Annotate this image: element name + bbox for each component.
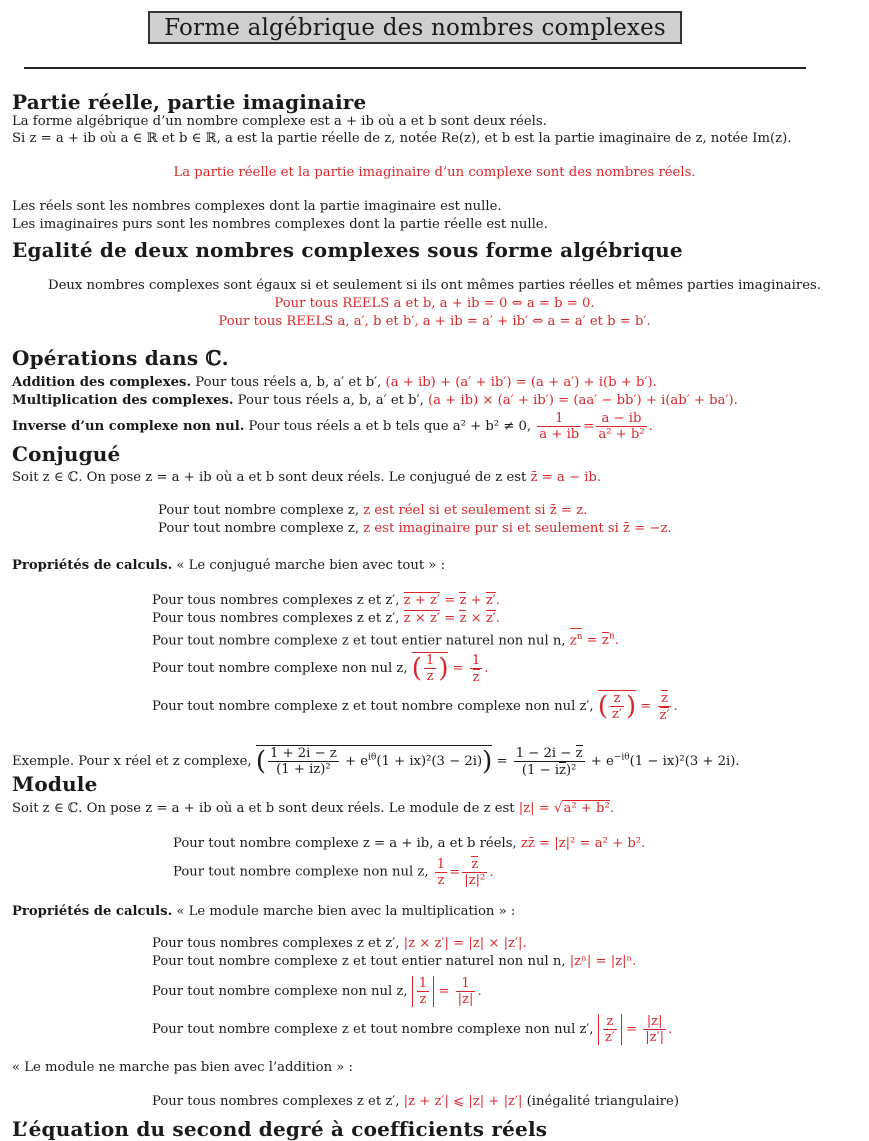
property-formula: |z + z′| ⩽ |z| + |z′|: [403, 1094, 523, 1109]
rule-formula: (a + ib) × (a′ + ib′) = (aa′ − bb′) + i(ab′ + ba′).: [427, 393, 738, 408]
rule-label: Multiplication des complexes.: [12, 393, 234, 408]
rule-label: Inverse d’un complexe non nul.: [12, 419, 245, 434]
example-line: [12, 745, 740, 778]
property-formula: ( $\frac{z}{z'}$ ) = $\frac{z}{z'}$ .: [597, 691, 678, 723]
property-line: [152, 936, 527, 952]
highlight-statement: La partie réelle et la partie imaginaire d’un complexe sont des nombres réels.: [173, 165, 696, 180]
property-text: Pour tous nombres complexes z et z′,: [152, 593, 404, 608]
property-formula: z est imaginaire pur si et seulement si z̄ = −z.: [363, 521, 672, 536]
title-rule: [24, 67, 806, 69]
property-formula: $\frac{z}{z'}$ = $\frac{|z|}{|z'|}$ .: [598, 1022, 672, 1037]
section-heading-module: Module: [12, 772, 98, 796]
properties-label: Propriétés de calculs.: [12, 558, 173, 573]
property-text: Pour tous nombres complexes z et z′,: [152, 1094, 404, 1109]
property-line: [152, 976, 482, 1007]
inverse-formula: $\frac{1}{a + ib}$ = $\frac{a - ib}{\text{a² + b²}}$ .: [539, 411, 653, 442]
text-line: Si z = a + ib où a ∈ ℝ et b ∈ ℝ, a est la partie réelle de z, notée Re(z), et b est la partie imaginaire de z, notée Im(z).: [12, 131, 792, 146]
property-line: [152, 652, 489, 685]
property-text: Pour tout nombre complexe z,: [158, 503, 364, 518]
multiplication-rule: [12, 393, 738, 409]
properties-intro: [12, 558, 445, 574]
text-line: La forme algébrique d’un nombre complexe est a + ib où a et b sont deux réels.: [12, 114, 547, 129]
property-text: Pour tout nombre complexe z et tout entier naturel non nul n,: [152, 954, 570, 969]
addition-rule: [12, 375, 657, 391]
rule-label: Addition des complexes.: [12, 375, 192, 390]
property-formula: |zⁿ| = |z|ⁿ.: [569, 954, 637, 969]
property-text: Pour tout nombre complexe z et tout nombre complexe non nul z′,: [152, 699, 594, 714]
section-heading-real-imag: Partie réelle, partie imaginaire: [12, 90, 367, 114]
section-heading-operations: Opérations dans ℂ.: [12, 346, 229, 370]
property-note: (inégalité triangulaire): [522, 1094, 679, 1109]
property-formula: z est réel si et seulement si z̄ = z.: [363, 503, 588, 518]
property-formula: z + z′ = z + z′.: [403, 593, 500, 608]
property-text: Pour tout nombre complexe z et tout nombre complexe non nul z′,: [152, 1022, 594, 1037]
property-text: Pour tous nombres complexes z et z′,: [152, 936, 404, 951]
conjugate-definition: [12, 470, 601, 486]
property-line: [152, 592, 500, 609]
property-text: Pour tout nombre complexe z,: [158, 521, 364, 536]
definition-formula: |z| = √a² + b².: [518, 801, 614, 816]
property-formula: $\frac{1}{z}$ = $\frac{1}{|z|}$ .: [412, 984, 482, 999]
properties-text: « Le module marche bien avec la multiplication » :: [172, 904, 516, 919]
property-text: Pour tout nombre complexe non nul z,: [152, 984, 408, 999]
text-line: Deux nombres complexes sont égaux si et seulement si ils ont mêmes parties réelles et mêmes parties imaginaires.: [48, 278, 821, 293]
module-definition: [12, 801, 614, 817]
property-line: [173, 836, 645, 852]
property-text: Pour tout nombre complexe z et tout entier naturel non nul n,: [152, 633, 570, 649]
text-line: Les réels sont les nombres complexes dont la partie imaginaire est nulle.: [12, 199, 502, 214]
property-line: [158, 521, 672, 537]
text-line: « Le module ne marche pas bien avec l’addition » :: [12, 1060, 353, 1075]
rule-formula: (a + ib) + (a′ + ib′) = (a + a′) + i(b + b′).: [385, 375, 657, 390]
property-text: Pour tout nombre complexe z = a + ib, a et b réels,: [173, 836, 521, 851]
example-formula: ( $\frac{1 + 2i - z}{\text{(1 + iz)²}}$ + $e^{i\theta}(1 + ix)^2(3 - 2i)$) = $\frac{1 - 2i - z}{\text{(1 − iz)²}}$ + $e^{-i\theta}(1 - ix)^2(3 + 2i)$.: [255, 746, 740, 778]
property-line: [152, 1014, 672, 1045]
example-text: Exemple. Pour x réel et z complexe,: [12, 754, 252, 769]
inverse-rule: [12, 411, 653, 442]
section-heading-conjugate: Conjugué: [12, 442, 121, 466]
property-line: [152, 954, 636, 970]
property-formula: |z × z′| = |z| × |z′|.: [403, 936, 527, 951]
definition-text: Soit z ∈ ℂ. On pose z = a + ib où a et b sont deux réels. Le conjugué de z est: [12, 470, 531, 485]
text-line: Les imaginaires purs sont les nombres complexes dont la partie réelle est nulle.: [12, 217, 548, 232]
rule-text: Pour tous réels a, b, a′ et b′,: [233, 393, 428, 408]
property-formula: $z^n = z^n$.: [570, 633, 619, 648]
rule-text: Pour tous réels a, b, a′ et b′,: [191, 375, 386, 390]
definition-text: Soit z ∈ ℂ. On pose z = a + ib où a et b sont deux réels. Le module de z est: [12, 801, 519, 816]
property-text: Pour tout nombre complexe non nul z,: [173, 864, 429, 880]
highlight-statement: Pour tous REELS a, a′, b et b′, a + ib = a′ + ib′ ⇔ a = a′ et b = b′.: [218, 314, 651, 329]
property-formula: ( $\frac{1}{z}$ ) = $\frac{1}{z}$ .: [411, 652, 489, 685]
property-formula: zz̄ = |z|² = a² + b².: [520, 836, 646, 851]
property-line: [152, 690, 678, 723]
section-heading-equality: Egalité de deux nombres complexes sous forme algébrique: [12, 238, 683, 262]
definition-formula: z̄ = a − ib.: [530, 470, 602, 485]
property-text: Pour tous nombres complexes z et z′,: [152, 611, 404, 626]
property-line: [152, 628, 619, 649]
triangle-inequality: [152, 1094, 679, 1110]
property-text: Pour tout nombre complexe non nul z,: [152, 661, 408, 676]
properties-text: « Le conjugué marche bien avec tout » :: [172, 558, 446, 573]
properties-intro: [12, 904, 515, 920]
property-line: [152, 610, 500, 627]
page-title: Forme algébrique des nombres complexes: [148, 11, 682, 44]
highlight-statement: Pour tous REELS a et b, a + ib = 0 ⇔ a = b = 0.: [274, 296, 595, 311]
property-line: [173, 856, 494, 888]
property-formula: $\frac{1}{z}$ = $\frac{z}{\text{|z|²}}$ .: [436, 856, 494, 888]
property-line: [158, 503, 587, 519]
properties-label: Propriétés de calculs.: [12, 904, 173, 919]
section-heading-quadratic: L’équation du second degré à coefficients réels: [12, 1117, 548, 1141]
property-formula: z × z′ = z × z′.: [403, 611, 500, 626]
rule-text: Pour tous réels a et b tels que a² + b² ≠ 0,: [244, 419, 532, 434]
